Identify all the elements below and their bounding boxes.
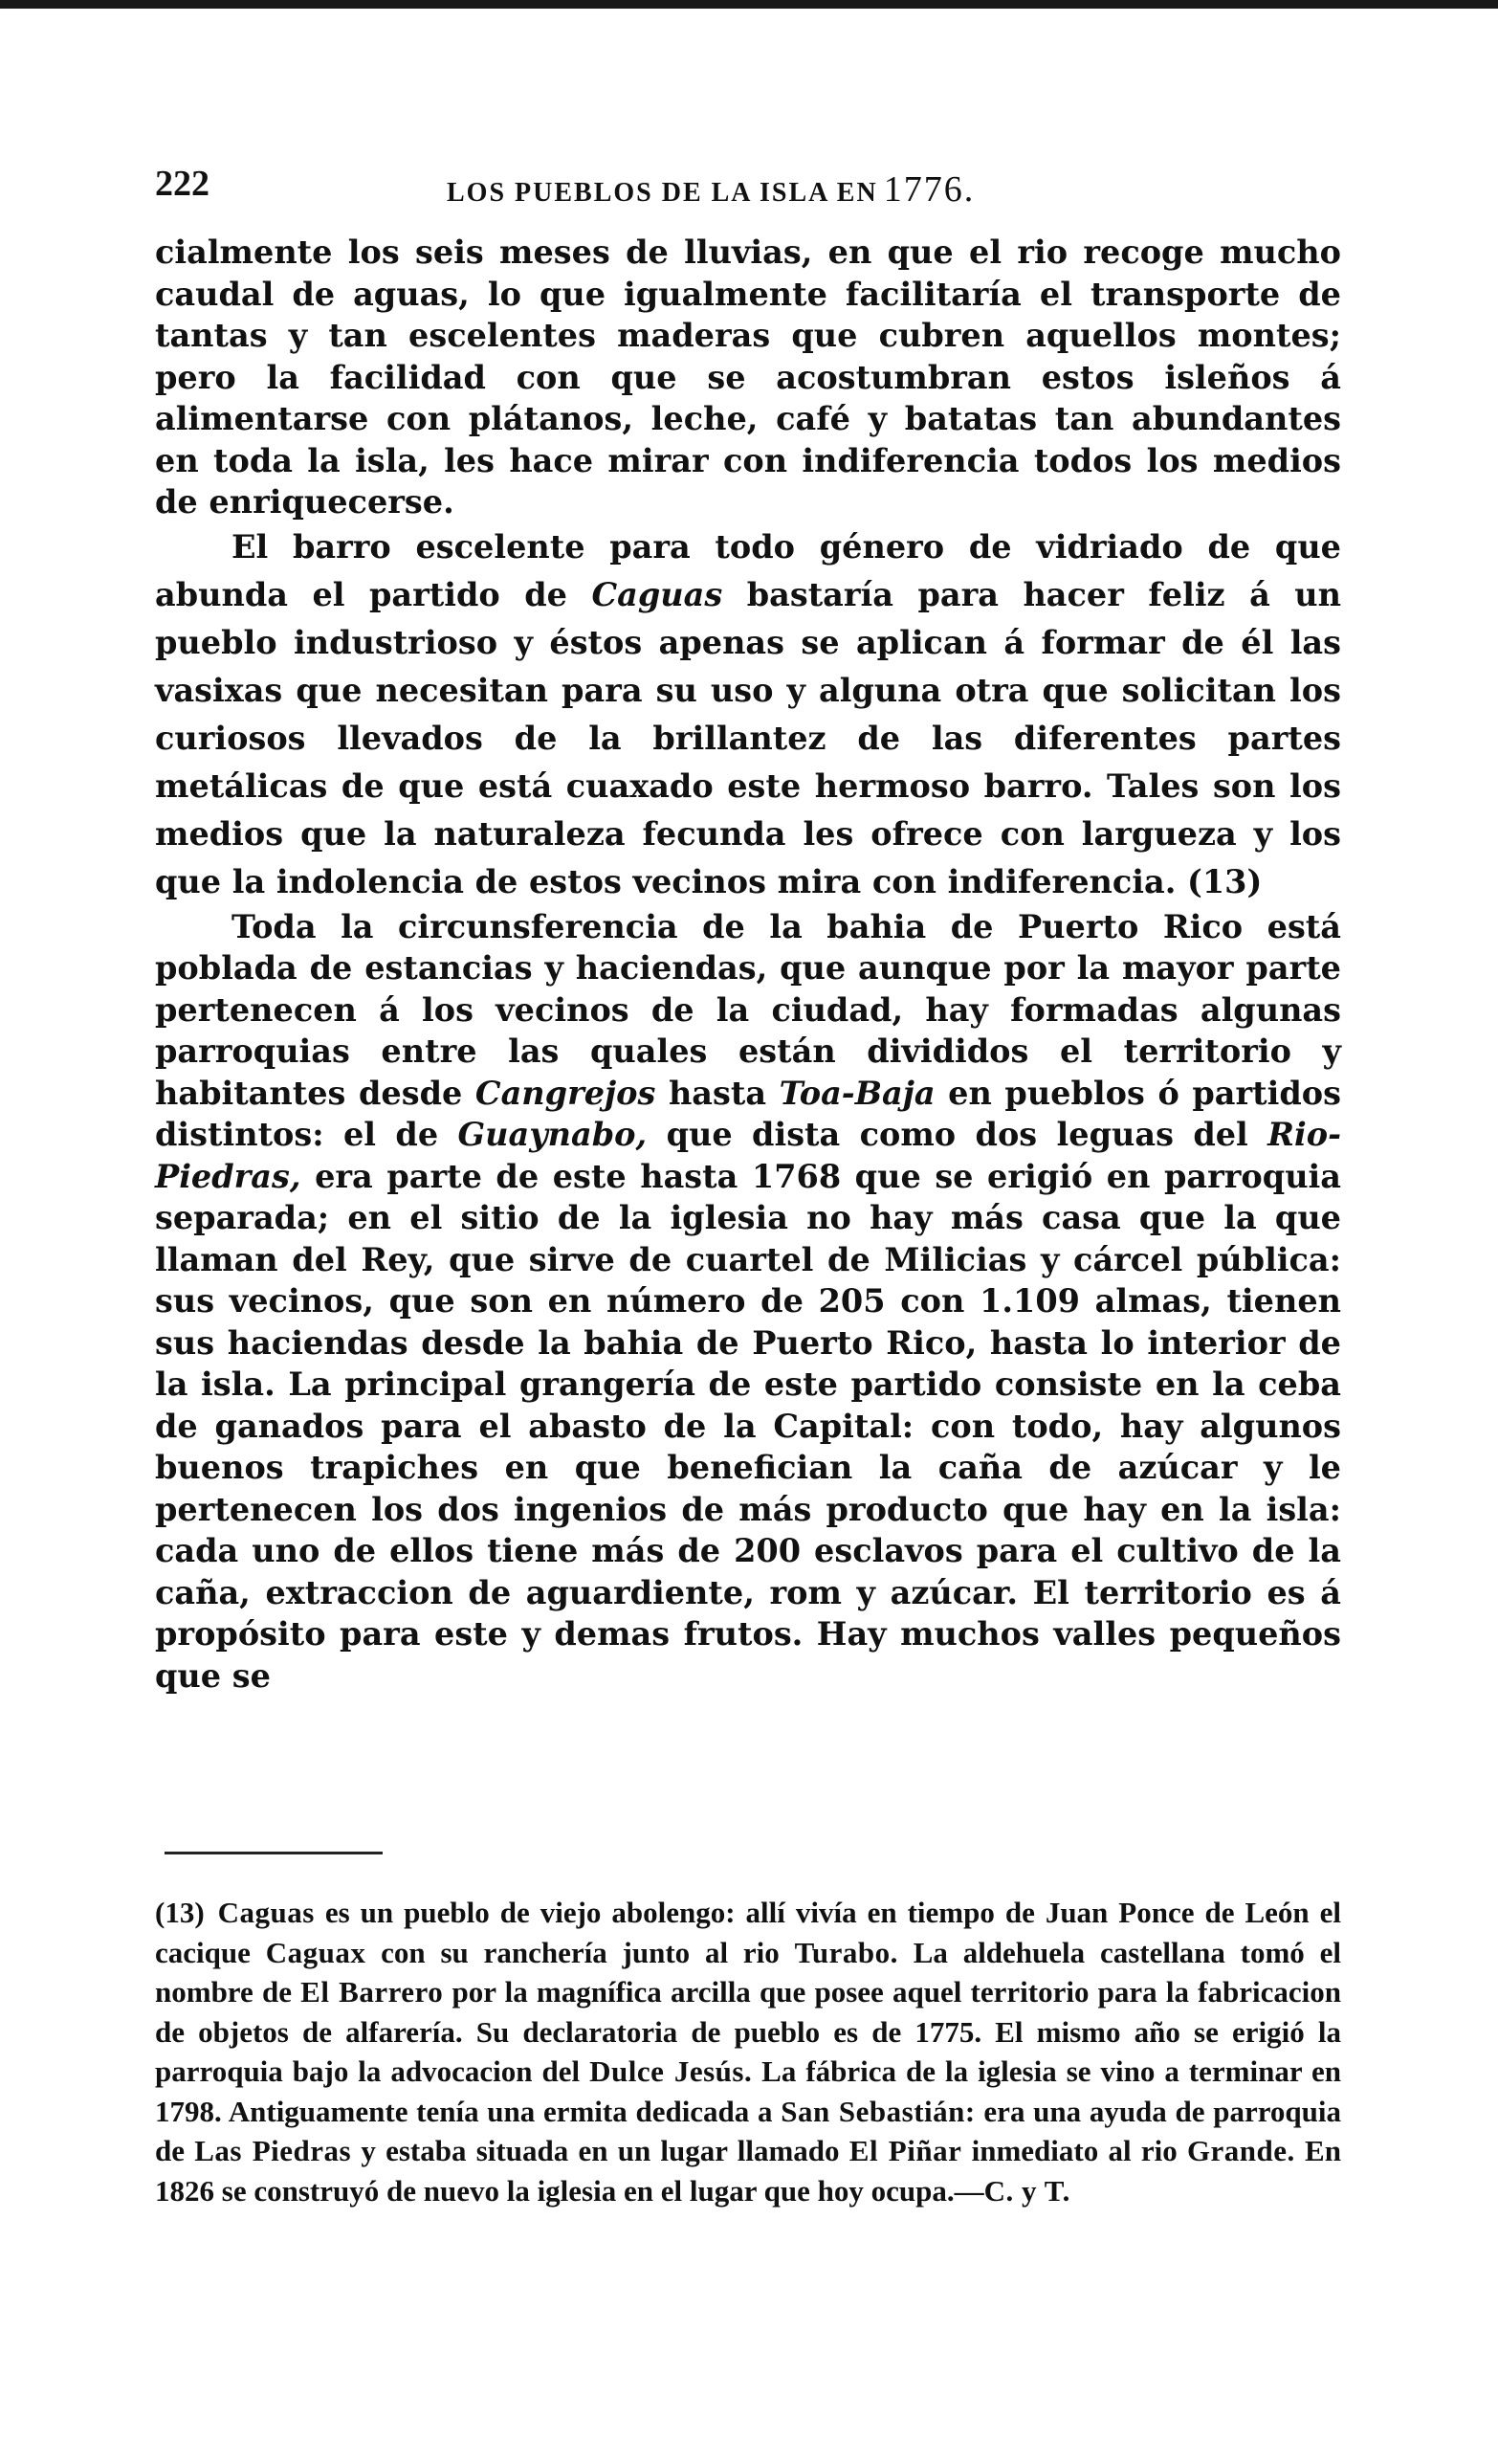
paragraph-1 bbox=[155, 232, 1341, 523]
paragraph-3-text-d: que dista como dos leguas del bbox=[647, 1116, 1268, 1153]
fn-signature: C. y T. bbox=[983, 2173, 1070, 2208]
running-title-text: LOS PUEBLOS DE LA ISLA EN bbox=[447, 178, 878, 208]
paragraph-2-text-b: bastaría para hacer feliz á un pueblo industrioso y éstos apenas se aplican á formar de él las vasixas que necesitan para su uso y alguna otra que solicitan los curiosos llevados de la brillantez de las diferentes partes metálicas de que está cuaxado este hermoso barro. Tales son los medios que la naturaleza fecunda les ofrece con largueza y los que la indolencia de estos vecinos mira con indiferencia. (13) bbox=[155, 575, 1341, 900]
fn-term-el-barrero: El Barrero bbox=[300, 1975, 444, 2009]
place-name-guaynabo: Guaynabo, bbox=[457, 1116, 648, 1153]
footnote bbox=[155, 1893, 1341, 2210]
place-name-toa-baja: Toa-Baja bbox=[779, 1074, 936, 1112]
fn-text: La aldehuela castellana tomó el nombre de bbox=[155, 1935, 1341, 2009]
place-name-caguas: Caguas bbox=[591, 575, 723, 613]
page-header bbox=[155, 163, 1341, 211]
paragraph-3-text-a: Toda la circunsferencia de la bahia de Puerto Rico está poblada de estancias y haciendas, que aunque por la mayor parte pertenecen á los vecinos de la ciudad, hay formadas algunas parroquias entre las quales están divididos el territorio y habitantes desde bbox=[155, 907, 1341, 1112]
running-title bbox=[447, 168, 975, 211]
top-border-line bbox=[0, 0, 1498, 9]
fn-term-grande: Grande. bbox=[1186, 2134, 1295, 2167]
paragraph-1-text: cialmente los seis meses de lluvias, en que el rio recoge mucho caudal de aguas, lo que igualmente facilitaría el transporte de tantas y tan escelentes maderas que cubren aquellos montes; pero la facilidad con que se acostumbran estos isleños á alimentarse con plátanos, leche, café y batatas tan abundantes en toda la isla, les hace mirar con indiferencia todos los medios de enriquecerse. bbox=[155, 233, 1341, 521]
fn-term-dulce-jesus: Dulce Jesús. bbox=[589, 2054, 753, 2088]
footnote-mark: (13) bbox=[155, 1896, 205, 1929]
fn-text: inmediato al rio bbox=[961, 2134, 1187, 2167]
place-name-cangrejos: Cangrejos bbox=[474, 1074, 656, 1112]
fn-term-el-pinar: El Piñar bbox=[848, 2134, 962, 2167]
paragraph-3 bbox=[155, 906, 1341, 1698]
place-name-rio-piedras: Rio-Piedras, bbox=[155, 1116, 1341, 1195]
running-title-year: 1776. bbox=[883, 169, 976, 210]
fn-term-san-sebastian: San Sebastián: bbox=[781, 2094, 976, 2128]
fn-text: con su ranchería junto al rio bbox=[365, 1935, 795, 1969]
paragraph-3-text-c: en pueblos ó partidos distintos: el de bbox=[155, 1074, 1341, 1153]
main-text bbox=[155, 232, 1341, 1697]
fn-text: La fábrica de la iglesia se vino a terminar en 1798. Antiguamente tenía una ermita dedicada a bbox=[155, 2054, 1341, 2128]
fn-term-caguax: Caguax bbox=[265, 1935, 366, 1969]
fn-term-turabo: Turabo. bbox=[794, 1935, 898, 1969]
paragraph-3-text-e: era parte de este hasta 1768 que se erigió en parroquia separada; en el sitio de la iglesia no hay más casa que la que llaman del Rey, que sirve de cuartel de Milicias y cárcel pública: sus vecinos, que son en número de 205 con 1.109 almas, tienen sus haciendas desde la bahia de Puerto Rico, hasta lo interior de la isla. La principal grangería de este partido consiste en la ceba de ganados para el abasto de la Capital: con todo, hay algunos buenos trapiches en que benefician la caña de azúcar y le pertenecen los dos ingenios de más producto que hay en la isla: cada uno de ellos tiene más de 200 esclavos para el cultivo de la caña, extraccion de aguardiente, rom y azúcar. El territorio es á propósito para este y demas frutos. Hay muchos valles pequeños que se bbox=[155, 1157, 1341, 1695]
fn-text: por la magnífica arcilla que posee aquel territorio para la fabricacion de objetos de alfarería. Su declaratoria de pueblo es de 1775. El mismo año se erigió la parroquia bajo la advocacion del bbox=[155, 1975, 1341, 2088]
paragraph-2 bbox=[155, 523, 1341, 906]
page-number: 222 bbox=[155, 164, 209, 204]
paragraph-3-text-b: hasta bbox=[655, 1074, 780, 1112]
fn-term-las-piedras: Las Piedras bbox=[194, 2134, 352, 2167]
fn-text: y estaba situada en un lugar llamado bbox=[351, 2134, 849, 2167]
fn-text: es un pueblo de viejo abolengo: allí vivía en tiempo de Juan Ponce de León el cacique bbox=[155, 1896, 1341, 1969]
fn-term-caguas: Caguas bbox=[217, 1896, 315, 1929]
fn-text: era una ayuda de parroquia de bbox=[155, 2094, 1341, 2167]
footnote-divider bbox=[165, 1852, 383, 1854]
fn-text: En 1826 se construyó de nuevo la iglesia en el lugar que hoy ocupa.— bbox=[155, 2134, 1341, 2208]
paragraph-2-text-a: El barro escelente para todo género de vidriado de que abunda el partido de bbox=[155, 527, 1341, 613]
